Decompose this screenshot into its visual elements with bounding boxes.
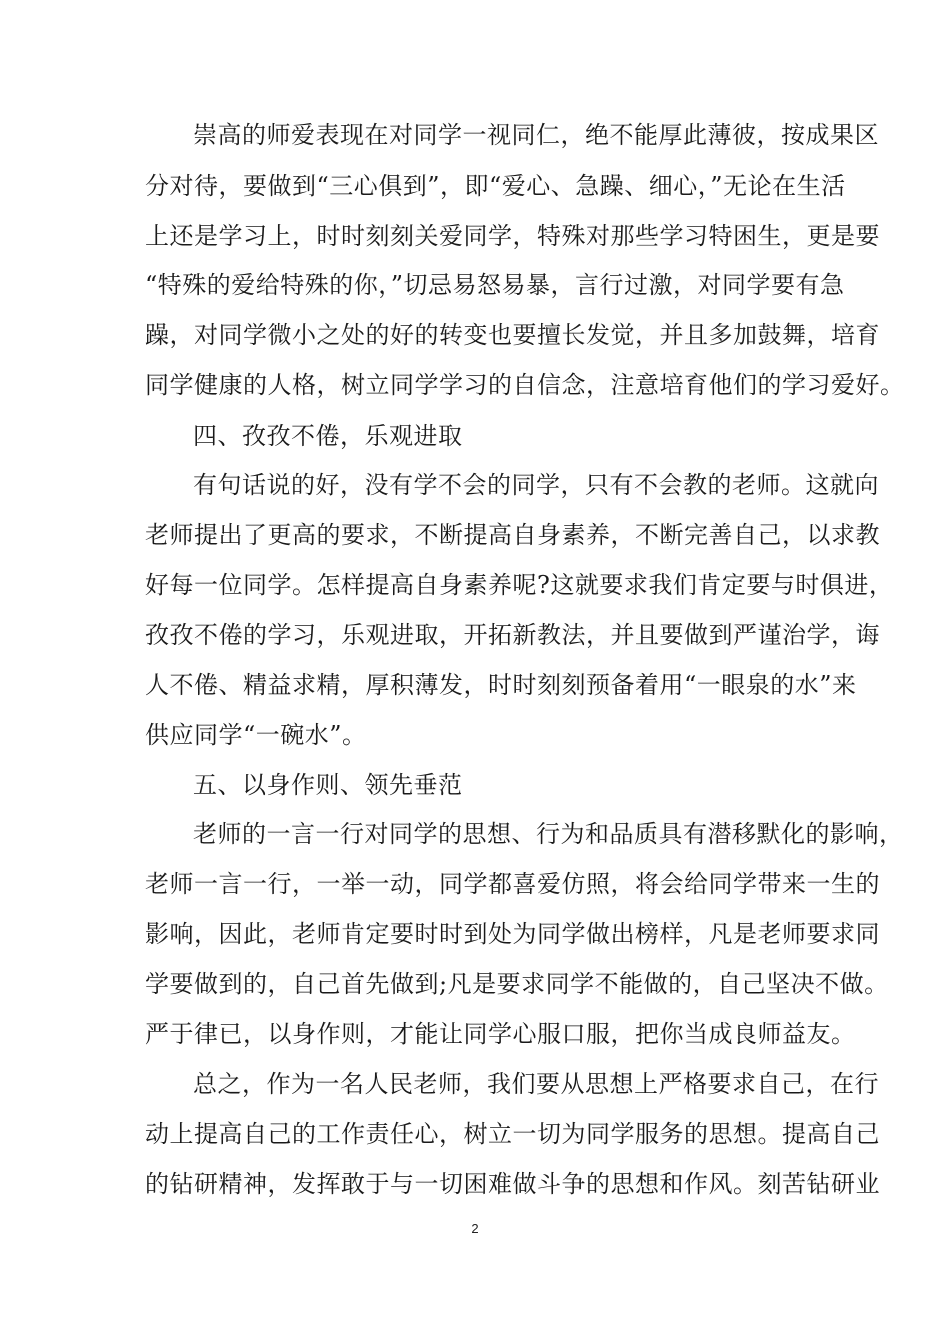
paragraph-line: 同学健康的人格，树立同学学习的自信念，注意培育他们的学习爱好。 xyxy=(145,371,905,399)
paragraph-line: 有句话说的好，没有学不会的同学，只有不会教的老师。这就向 xyxy=(193,471,879,499)
paragraph-line: 上还是学习上，时时刻刻关爱同学，特殊对那些学习特困生，更是要 xyxy=(145,222,880,250)
paragraph-line: 孜孜不倦的学习，乐观进取，开拓新教法，并且要做到严谨治学，诲 xyxy=(145,621,880,649)
paragraph-line: 崇高的师爱表现在对同学一视同仁，绝不能厚此薄彼，按成果区 xyxy=(193,121,879,149)
paragraph-line: 老师一言一行，一举一动，同学都喜爱仿照，将会给同学带来一生的 xyxy=(145,870,880,898)
paragraph-line: 老师的一言一行对同学的思想、行为和品质具有潜移默化的影响， xyxy=(193,820,904,848)
section-heading: 四、孜孜不倦，乐观进取 xyxy=(193,422,463,450)
section-heading: 五、以身作则、领先垂范 xyxy=(193,771,463,799)
paragraph-line: 学要做到的，自己首先做到;凡是要求同学不能做的，自己坚决不做。 xyxy=(145,970,889,998)
paragraph-line: 供应同学“一碗水”。 xyxy=(145,721,367,749)
paragraph-line: 动上提高自己的工作责任心，树立一切为同学服务的思想。提高自己 xyxy=(145,1120,880,1148)
page-number: 2 xyxy=(471,1221,479,1236)
paragraph-line: “特殊的爱给特殊的你，”切忌易怒易暴，言行过激，对同学要有急 xyxy=(145,271,845,299)
paragraph-line: 影响，因此，老师肯定要时时到处为同学做出榜样，凡是老师要求同 xyxy=(145,920,880,948)
paragraph-line: 总之，作为一名人民老师，我们要从思想上严格要求自己，在行 xyxy=(193,1070,879,1098)
paragraph-line: 老师提出了更高的要求，不断提高自身素养，不断完善自己，以求教 xyxy=(145,521,880,549)
paragraph-line: 严于律已，以身作则，才能让同学心服口服，把你当成良师益友。 xyxy=(145,1020,856,1048)
paragraph-line: 的钻研精神，发挥敢于与一切困难做斗争的思想和作风。刻苦钻研业 xyxy=(145,1170,880,1198)
paragraph-line: 躁，对同学微小之处的好的转变也要擅长发觉，并且多加鼓舞，培育 xyxy=(145,321,880,349)
paragraph-line: 分对待，要做到“三心俱到”，即“爱心、急躁、细心，”无论在生活 xyxy=(145,172,846,200)
paragraph-line: 人不倦、精益求精，厚积薄发，时时刻刻预备着用“一眼泉的水”来 xyxy=(145,671,857,699)
paragraph-line: 好每一位同学。怎样提高自身素养呢?这就要求我们肯定要与时俱进， xyxy=(145,571,894,599)
